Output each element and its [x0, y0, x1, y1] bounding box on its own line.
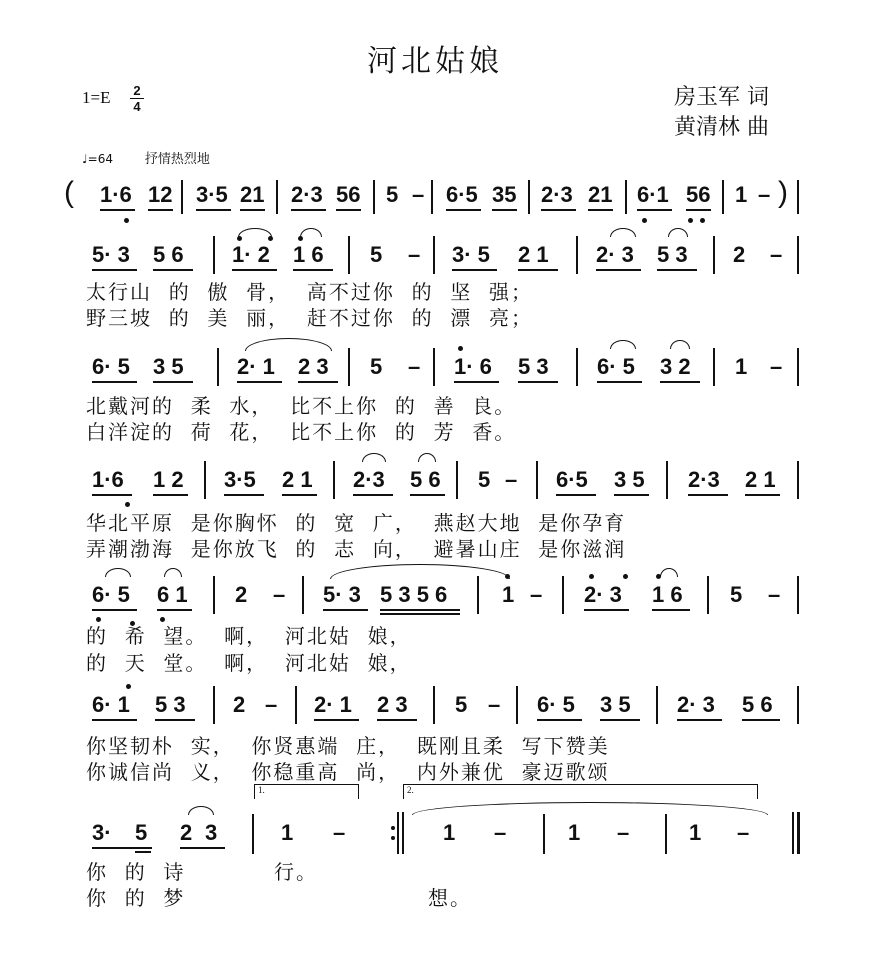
note-group: 1·6 — [92, 467, 124, 492]
barline — [666, 461, 668, 499]
barline — [456, 461, 458, 499]
note-group: 2 — [733, 242, 746, 267]
key-signature: 1=E — [82, 88, 111, 107]
barline — [516, 686, 518, 724]
note-group: 3· — [92, 820, 112, 845]
underline — [353, 494, 393, 496]
note-group: 2· 3 — [677, 692, 715, 717]
underline — [155, 719, 195, 721]
dash-sustain: – — [758, 182, 771, 207]
slur — [610, 340, 636, 349]
lyrics-verse-2: 弄潮渤海 是你放飞 的 志 向， 避暑山庄 是你滋润 — [86, 537, 627, 561]
high-octave-dot — [623, 574, 628, 579]
note-group: 3 — [205, 820, 218, 845]
lyric-verse-2-part: 你 的 梦 — [86, 886, 186, 910]
note-group: 1 — [281, 820, 294, 845]
dash-sustain: – — [412, 182, 425, 207]
slur — [412, 802, 768, 815]
barline — [433, 348, 435, 386]
barline — [562, 576, 564, 614]
note-group: 1 2 — [153, 467, 184, 492]
note-group: 12 — [148, 182, 173, 207]
note-group: 2 — [235, 582, 248, 607]
note-group: 2· 3 — [584, 582, 622, 607]
note-group: 2 1 — [282, 467, 313, 492]
note-group: 3 5 — [600, 692, 631, 717]
note-group: 5 — [730, 582, 743, 607]
barline — [213, 576, 215, 614]
credits — [674, 83, 769, 143]
underline — [454, 381, 499, 383]
barline — [348, 348, 350, 386]
slur — [330, 564, 510, 579]
lyrics-verse-1: 华北平原 是你胸怀 的 宽 广， 燕赵大地 是你孕育 — [86, 511, 627, 535]
note-group: 5 3 5 6 — [380, 582, 448, 607]
underline — [282, 494, 317, 496]
barline — [348, 236, 350, 274]
note-group: 6 1 — [157, 582, 188, 607]
note-group: 5 3 — [518, 354, 549, 379]
lyric-verse-1-end: 行。 — [274, 860, 318, 884]
slur — [238, 228, 272, 237]
underline — [100, 209, 135, 211]
underline — [148, 209, 173, 211]
underline — [518, 381, 558, 383]
barline — [722, 180, 724, 214]
slur — [105, 568, 131, 577]
repeat-barline-thin — [402, 812, 404, 854]
barline — [797, 236, 799, 274]
underline — [314, 719, 359, 721]
underline — [660, 381, 700, 383]
barline — [528, 180, 530, 214]
barline — [477, 576, 479, 614]
note-group: 1 — [735, 182, 748, 207]
note-group: 2 3 — [298, 354, 329, 379]
volta-second-ending: 2. — [403, 784, 758, 799]
underline — [688, 494, 728, 496]
note-group: 2·3 — [541, 182, 573, 207]
song-title: 河北姑娘 — [367, 44, 503, 79]
underline — [157, 609, 192, 611]
underline — [584, 609, 629, 611]
barline — [217, 348, 219, 386]
note-group: 5 — [370, 242, 383, 267]
note-group: 21 — [240, 182, 265, 207]
lyrics-verse-1 — [86, 856, 318, 885]
underline — [492, 209, 517, 211]
note-group: 6· 5 — [92, 354, 130, 379]
note-group: 2·3 — [688, 467, 720, 492]
barline — [213, 236, 215, 274]
low-octave-dot — [124, 218, 129, 223]
note-group: 6· 5 — [537, 692, 575, 717]
underline — [380, 609, 460, 611]
barline — [433, 236, 435, 274]
underline — [323, 609, 368, 611]
underline — [597, 381, 642, 383]
slur — [300, 228, 322, 237]
close-parenthesis: ) — [778, 176, 788, 209]
note-group: 35 — [492, 182, 517, 207]
underline — [92, 609, 137, 611]
lyrics-verse-1: 太行山 的 傲 骨， 高不过你 的 坚 强； — [86, 280, 534, 304]
time-signature-bottom: 4 — [133, 99, 141, 114]
dash-sustain: – — [770, 354, 783, 379]
underline — [92, 381, 137, 383]
note-group: 6· 1 — [92, 692, 130, 717]
underline — [596, 269, 641, 271]
underline — [614, 494, 649, 496]
underline — [588, 209, 613, 211]
note-group: 2 1 — [518, 242, 549, 267]
barline — [576, 236, 578, 274]
high-octave-dot — [126, 684, 131, 689]
final-barline-thin — [792, 812, 794, 854]
lyrics-verse-1: 的 希 望。 啊， 河北姑 娘， — [86, 624, 412, 648]
dash-sustain: – — [737, 820, 750, 845]
open-parenthesis: ( — [64, 176, 74, 209]
barline — [373, 180, 375, 214]
barline — [797, 348, 799, 386]
note-group: 1 — [568, 820, 581, 845]
barline — [797, 461, 799, 499]
tempo-marking — [82, 148, 210, 167]
underline — [600, 719, 640, 721]
dash-sustain: – — [333, 820, 346, 845]
barline — [576, 348, 578, 386]
underline — [153, 494, 188, 496]
underline — [92, 847, 152, 849]
underline — [237, 381, 282, 383]
note-group: 1 6 — [293, 242, 324, 267]
underline — [232, 269, 277, 271]
note-group: 5 — [478, 467, 491, 492]
barline — [295, 686, 297, 724]
barline — [333, 461, 335, 499]
note-group: 1 6 — [652, 582, 683, 607]
underline — [541, 209, 576, 211]
final-barline-thick — [797, 812, 800, 854]
slur — [245, 338, 332, 351]
lyrics-verse-2: 的 天 堂。 啊， 河北姑 娘， — [86, 651, 412, 675]
underline — [686, 209, 711, 211]
lyric-verse-1-part: 你 的 诗 — [86, 860, 186, 884]
note-group: 2· 1 — [314, 692, 352, 717]
low-octave-dot — [700, 218, 705, 223]
note-group: 6·5 — [446, 182, 478, 207]
dash-sustain: – — [494, 820, 507, 845]
slur — [610, 228, 636, 237]
repeat-dot — [391, 826, 395, 830]
slur — [362, 453, 386, 462]
repeat-barline-thin — [397, 812, 399, 854]
note-group: 1 — [502, 582, 515, 607]
underline — [556, 494, 596, 496]
tempo-value: ♩=64 — [82, 152, 113, 166]
dash-sustain: – — [408, 354, 421, 379]
underline — [92, 269, 137, 271]
barline — [543, 814, 545, 854]
note-group: 56 — [336, 182, 361, 207]
barline — [433, 686, 435, 724]
slur — [660, 568, 678, 577]
underline — [291, 209, 326, 211]
lyrics-verse-2: 白洋淀的 荷 花， 比不上你 的 芳 香。 — [86, 420, 517, 444]
lyric-verse-2-end: 想。 — [428, 886, 472, 910]
barline — [713, 348, 715, 386]
note-group: 5 6 — [153, 242, 184, 267]
expression-marking: 抒情热烈地 — [144, 152, 210, 167]
high-octave-dot — [589, 574, 594, 579]
barline — [797, 180, 799, 214]
low-octave-dot — [688, 218, 693, 223]
slur — [418, 453, 436, 462]
slur — [668, 228, 688, 237]
barline — [536, 461, 538, 499]
underline — [518, 269, 558, 271]
note-group: 3·5 — [224, 467, 256, 492]
barline — [665, 814, 667, 854]
note-group: 5 — [370, 354, 383, 379]
note-group: 2· 1 — [237, 354, 275, 379]
dash-sustain: – — [505, 467, 518, 492]
lyrics-verse-2: 你诚信尚 义， 你稳重高 尚， 内外兼优 豪迈歌颂 — [86, 760, 610, 784]
underline — [377, 719, 417, 721]
volta-first-ending: 1. — [254, 784, 359, 799]
barline — [204, 461, 206, 499]
underline — [135, 851, 151, 853]
slur — [670, 340, 690, 349]
time-signature — [130, 84, 144, 113]
barline — [276, 180, 278, 214]
note-group: 6·5 — [556, 467, 588, 492]
underline — [224, 494, 264, 496]
note-group: 3 5 — [614, 467, 645, 492]
underline — [240, 209, 265, 211]
note-group: 3·5 — [196, 182, 228, 207]
dash-sustain: – — [265, 692, 278, 717]
underline — [196, 209, 231, 211]
high-octave-dot — [458, 346, 463, 351]
lyrics-verse-1: 北戴河的 柔 水， 比不上你 的 善 良。 — [86, 394, 517, 418]
note-group: 3 5 — [153, 354, 184, 379]
note-group: 5 6 — [410, 467, 441, 492]
underline — [637, 209, 672, 211]
underline — [652, 609, 690, 611]
barline — [252, 814, 254, 854]
underline — [153, 381, 193, 383]
slur — [164, 568, 182, 577]
note-group: 1 — [443, 820, 456, 845]
underline — [742, 719, 780, 721]
underline — [92, 494, 132, 496]
dash-sustain: – — [530, 582, 543, 607]
note-group: 3 2 — [660, 354, 691, 379]
low-octave-dot — [642, 218, 647, 223]
note-group: 5 3 — [657, 242, 688, 267]
barline — [656, 686, 658, 724]
barline — [707, 576, 709, 614]
underline — [153, 269, 193, 271]
slur — [188, 806, 214, 815]
time-signature-top: 2 — [133, 83, 141, 98]
note-group: 5 — [455, 692, 468, 717]
lyrics-verse-2: 野三坡 的 美 丽， 赶不过你 的 漂 亮； — [86, 306, 534, 330]
note-group: 2· 3 — [596, 242, 634, 267]
underline — [293, 269, 333, 271]
lyricist: 房玉军 词 — [674, 85, 769, 110]
barline — [302, 576, 304, 614]
underline — [657, 269, 697, 271]
underline — [537, 719, 582, 721]
underline — [745, 494, 780, 496]
note-group: 2·3 — [291, 182, 323, 207]
composer: 黄清林 曲 — [674, 115, 769, 140]
dash-sustain: – — [770, 242, 783, 267]
note-group: 2 3 — [377, 692, 408, 717]
repeat-dot — [391, 836, 395, 840]
underline — [410, 494, 445, 496]
note-group: 1 — [689, 820, 702, 845]
barline — [431, 180, 433, 214]
underline — [336, 209, 361, 211]
note-group: 2·3 — [353, 467, 385, 492]
underline — [380, 613, 460, 615]
underline — [298, 381, 338, 383]
note-group: 21 — [588, 182, 613, 207]
note-group: 1·6 — [100, 182, 132, 207]
lyrics-verse-2 — [86, 882, 472, 911]
barline — [797, 686, 799, 724]
note-group: 56 — [686, 182, 711, 207]
dash-sustain: – — [408, 242, 421, 267]
barline — [213, 686, 215, 724]
dash-sustain: – — [488, 692, 501, 717]
note-group: 1· 2 — [232, 242, 270, 267]
note-group: 5 6 — [742, 692, 773, 717]
barline — [797, 576, 799, 614]
note-group: 6·1 — [637, 182, 669, 207]
underline — [446, 209, 481, 211]
underline — [677, 719, 722, 721]
note-group: 2 — [180, 820, 193, 845]
note-group: 1 — [735, 354, 748, 379]
barline — [713, 236, 715, 274]
dash-sustain: – — [768, 582, 781, 607]
barline — [625, 180, 627, 214]
lyrics-verse-1: 你坚韧朴 实， 你贤惠端 庄， 既刚且柔 写下赞美 — [86, 734, 610, 758]
underline — [452, 269, 497, 271]
dash-sustain: – — [273, 582, 286, 607]
note-group: 5· 3 — [92, 242, 130, 267]
note-group: 2 — [233, 692, 246, 717]
barline — [181, 180, 183, 214]
note-group: 1· 6 — [454, 354, 492, 379]
note-group: 5 — [386, 182, 399, 207]
dash-sustain: – — [617, 820, 630, 845]
underline — [180, 847, 225, 849]
note-group: 5 3 — [155, 692, 186, 717]
note-group: 5· 3 — [323, 582, 361, 607]
underline — [92, 719, 137, 721]
note-group: 3· 5 — [452, 242, 490, 267]
note-group: 6· 5 — [92, 582, 130, 607]
note-group: 2 1 — [745, 467, 776, 492]
note-group: 5 — [135, 820, 148, 845]
note-group: 6· 5 — [597, 354, 635, 379]
